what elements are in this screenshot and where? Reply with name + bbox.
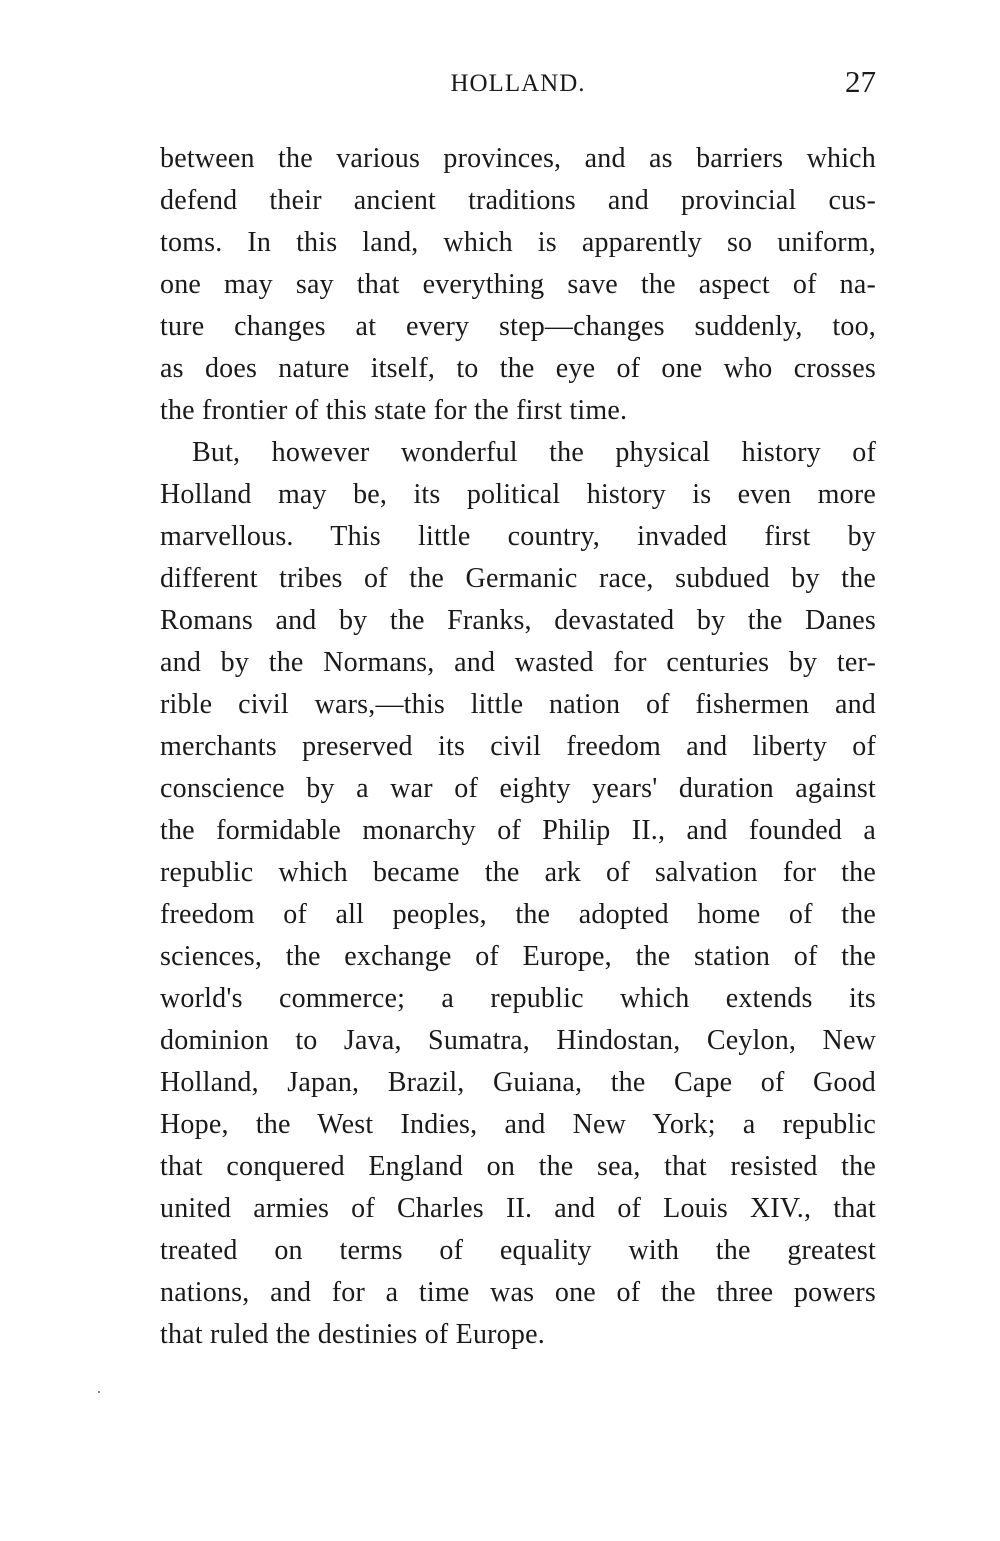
text-line: world's commerce; a republic which extends its bbox=[160, 983, 876, 1014]
text-line: one may say that everything save the aspect of na- bbox=[160, 269, 876, 300]
text-line: merchants preserved its civil freedom and liberty of bbox=[160, 731, 876, 762]
text-line: united armies of Charles II. and of Louis XIV., that bbox=[160, 1193, 876, 1224]
body-text bbox=[160, 138, 876, 1356]
text-line: Romans and by the Franks, devastated by the Danes bbox=[160, 605, 876, 636]
text-line: But, however wonderful the physical history of bbox=[192, 437, 876, 468]
text-line: Holland may be, its political history is even more bbox=[160, 479, 876, 510]
text-line: the frontier of this state for the first time. bbox=[160, 395, 628, 426]
text-line: sciences, the exchange of Europe, the station of the bbox=[160, 941, 876, 972]
text-line: that ruled the destinies of Europe. bbox=[160, 1319, 545, 1350]
text-line: Holland, Japan, Brazil, Guiana, the Cape of Good bbox=[160, 1067, 876, 1098]
text-line: rible civil wars,—this little nation of fishermen and bbox=[160, 689, 876, 720]
text-line: conscience by a war of eighty years' duration against bbox=[160, 773, 876, 804]
text-line: nations, and for a time was one of the three powers bbox=[160, 1277, 876, 1308]
text-line: different tribes of the Germanic race, subdued by the bbox=[160, 563, 876, 594]
text-line: marvellous. This little country, invaded first by bbox=[160, 521, 876, 552]
page-number: 27 bbox=[845, 64, 876, 99]
text-line: treated on terms of equality with the greatest bbox=[160, 1235, 876, 1266]
text-line: Hope, the West Indies, and New York; a republic bbox=[160, 1109, 876, 1140]
text-line: between the various provinces, and as barriers which bbox=[160, 143, 876, 174]
text-line: freedom of all peoples, the adopted home of the bbox=[160, 899, 876, 930]
text-line: defend their ancient traditions and provincial cus- bbox=[160, 185, 876, 216]
paragraph-2 bbox=[160, 432, 876, 1356]
text-line: as does nature itself, to the eye of one who crosses bbox=[160, 353, 876, 384]
paragraph-1 bbox=[160, 138, 876, 432]
text-line: toms. In this land, which is apparently so uniform, bbox=[160, 227, 876, 258]
text-line: the formidable monarchy of Philip II., and founded a bbox=[160, 815, 876, 846]
print-speck bbox=[98, 1391, 100, 1393]
running-head bbox=[160, 64, 876, 104]
text-line: ture changes at every step—changes suddenly, too, bbox=[160, 311, 876, 342]
text-line: and by the Normans, and wasted for centuries by ter- bbox=[160, 647, 876, 678]
running-title: HOLLAND. bbox=[450, 70, 586, 97]
text-line: republic which became the ark of salvation for the bbox=[160, 857, 876, 888]
text-line: dominion to Java, Sumatra, Hindostan, Ceylon, New bbox=[160, 1025, 876, 1056]
text-line: that conquered England on the sea, that resisted the bbox=[160, 1151, 876, 1182]
